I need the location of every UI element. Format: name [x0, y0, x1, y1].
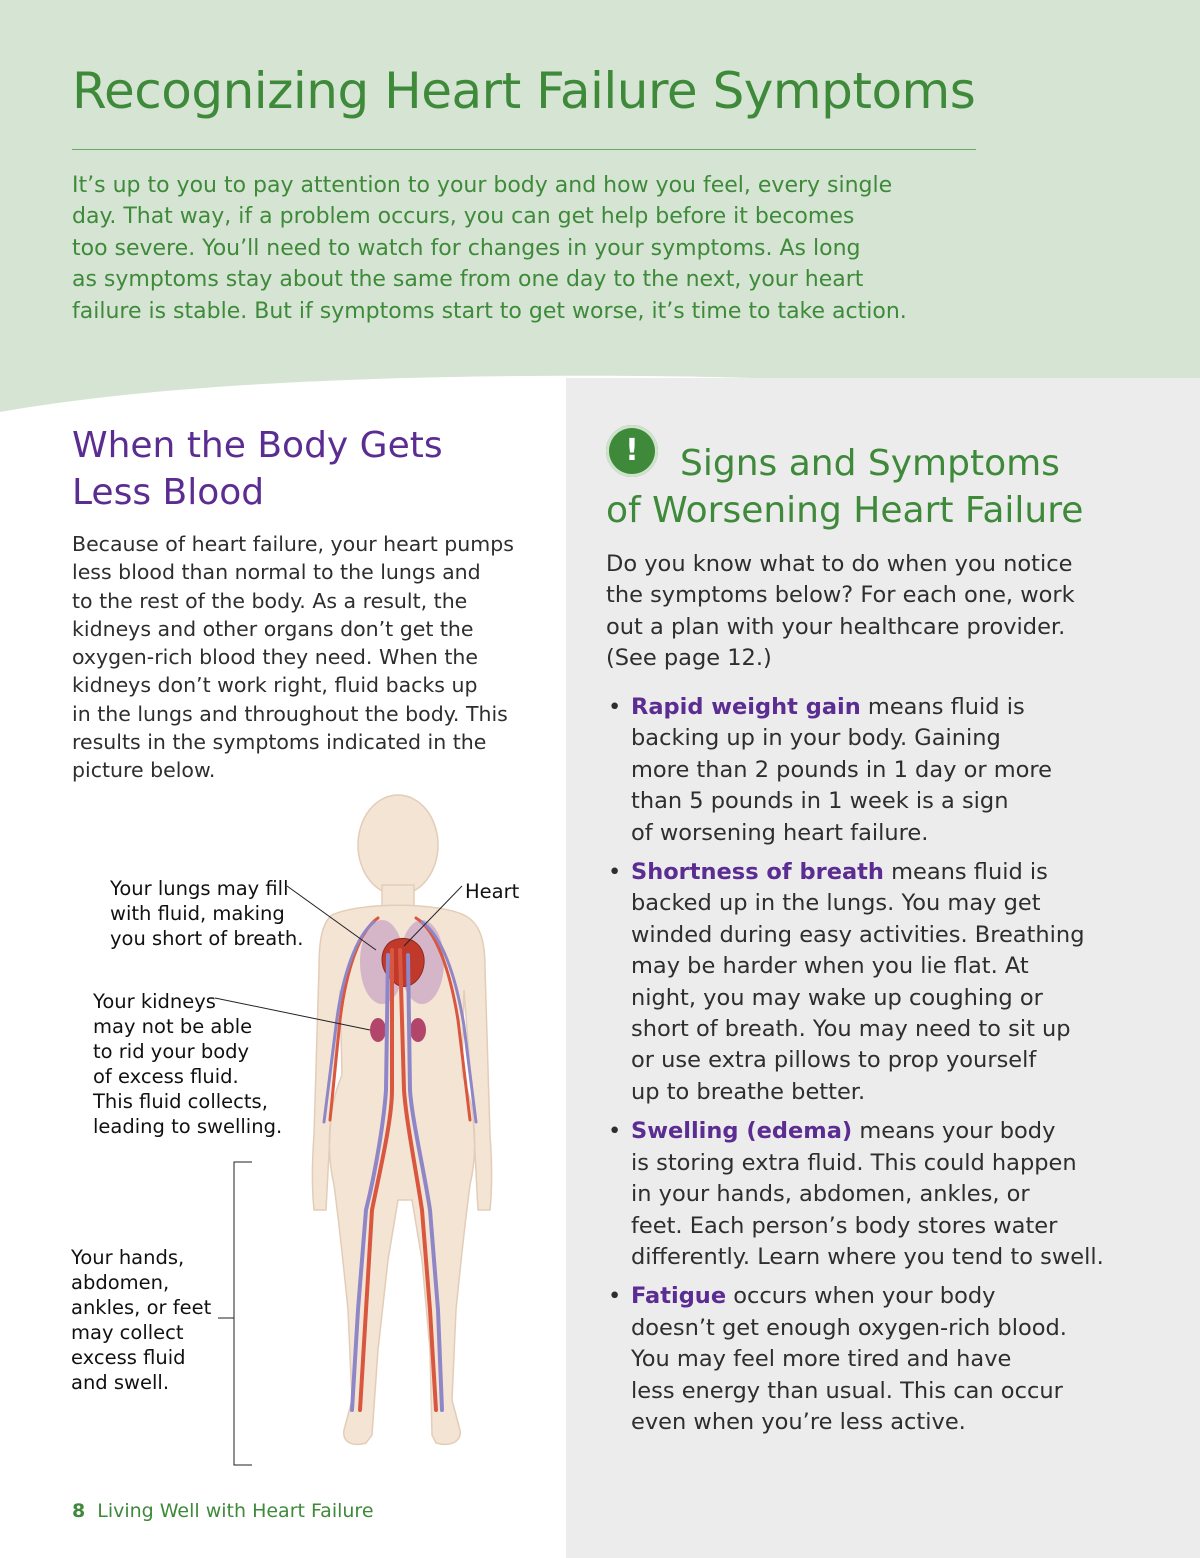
heading-line: When the Body Gets — [72, 425, 443, 466]
symptom-item-weight-gain — [606, 692, 1186, 849]
heading-line: of Worsening Heart Failure — [606, 490, 1084, 531]
callout-line: Your kidneys — [93, 990, 216, 1013]
symptoms-intro-paragraph — [606, 549, 1075, 675]
symptom-line: in your hands, abdomen, ankles, or — [631, 1181, 1030, 1208]
symptom-term: Rapid weight gain — [631, 694, 861, 720]
symptom-first-line — [631, 692, 1186, 723]
callout-line: may not be able — [93, 1015, 253, 1038]
intro-line: out a plan with your healthcare provider. — [606, 613, 1066, 640]
symptom-line: even when you’re less active. — [631, 1408, 966, 1435]
symptom-line: short of breath. You may need to sit up — [631, 1016, 1071, 1043]
body-line: picture below. — [72, 758, 216, 783]
callout-line: This fluid collects, — [93, 1090, 268, 1113]
symptom-line: night, you may wake up coughing or — [631, 984, 1043, 1011]
body-line: oxygen-rich blood they need. When the — [72, 645, 478, 670]
callout-line: Your hands, — [71, 1246, 185, 1269]
callout-line: you short of breath. — [110, 927, 304, 950]
lungs-callout — [110, 876, 303, 951]
callout-line: to rid your body — [93, 1040, 250, 1063]
symptom-text: occurs when your body — [726, 1283, 996, 1310]
heart-callout — [465, 879, 519, 904]
callout-line: may collect — [71, 1321, 184, 1344]
symptom-line: more than 2 pounds in 1 day or more — [631, 756, 1053, 783]
symptom-line: up to breathe better. — [631, 1078, 866, 1105]
intro-line: failure is stable. But if symptoms start to get worse, it’s time to take action. — [72, 298, 907, 324]
page-title: Recognizing Heart Failure Symptoms — [72, 62, 976, 120]
page-footer — [72, 1500, 374, 1522]
symptoms-list — [606, 692, 1186, 1446]
bullet: • — [608, 1118, 622, 1145]
symptom-line: may be harder when you lie flat. At — [631, 953, 1029, 980]
symptom-line: You may feel more tired and have — [631, 1346, 1012, 1373]
body-line: in the lungs and throughout the body. This — [72, 701, 508, 726]
symptom-line: differently. Learn where you tend to swell. — [631, 1243, 1104, 1270]
symptom-line: feet. Each person’s body stores water — [631, 1212, 1058, 1239]
symptom-text: means fluid is — [860, 694, 1025, 720]
body-line: results in the symptoms indicated in the — [72, 730, 487, 755]
callout-line: Your lungs may fill — [110, 877, 289, 900]
heading-line: Signs and Symptoms — [680, 443, 1060, 484]
symptom-text: means your body — [852, 1118, 1056, 1145]
symptom-line: doesn’t get enough oxygen-rich blood. — [631, 1314, 1067, 1341]
hands-callout — [71, 1245, 211, 1395]
publication-title: Living Well with Heart Failure — [97, 1500, 374, 1522]
symptom-line: less energy than usual. This can occur — [631, 1377, 1063, 1404]
callout-line: excess fluid — [71, 1346, 186, 1369]
intro-line: too severe. You’ll need to watch for changes in your symptoms. As long — [72, 235, 861, 261]
intro-line: day. That way, if a problem occurs, you can get help before it becomes — [72, 204, 855, 230]
callout-line: abdomen, — [71, 1271, 170, 1294]
symptom-line: winded during easy activities. Breathing — [631, 921, 1085, 948]
callout-line: and swell. — [71, 1371, 170, 1394]
callout-line: leading to swelling. — [93, 1115, 283, 1138]
exclamation-glyph: ! — [625, 433, 639, 468]
symptom-first-line — [631, 1281, 1186, 1312]
intro-line: It’s up to you to pay attention to your body and how you feel, every single — [72, 173, 893, 198]
symptom-item-swelling — [606, 1116, 1186, 1273]
symptom-text: means fluid is — [883, 859, 1048, 886]
symptom-line: of worsening heart failure. — [631, 819, 929, 846]
title-divider — [72, 149, 976, 150]
section-heading-less-blood — [72, 422, 443, 516]
symptom-first-line — [631, 857, 1186, 888]
section-heading-signs-symptoms — [606, 440, 1083, 534]
intro-line: (See page 12.) — [606, 645, 772, 672]
body-anatomy-figure — [60, 790, 550, 1490]
body-line: to the rest of the body. As a result, the — [72, 588, 468, 613]
intro-line: as symptoms stay about the same from one day to the next, your heart — [72, 267, 864, 293]
symptom-line: backing up in your body. Gaining — [631, 725, 1001, 752]
body-line: less blood than normal to the lungs and — [72, 560, 481, 585]
bullet: • — [608, 1283, 622, 1310]
bullet: • — [608, 694, 622, 720]
heading-line: Less Blood — [72, 472, 265, 513]
callout-line: ankles, or feet — [71, 1296, 212, 1319]
symptom-term: Swelling (edema) — [631, 1118, 853, 1145]
callout-line: with fluid, making — [110, 902, 285, 925]
symptom-line: is storing extra fluid. This could happen — [631, 1149, 1077, 1176]
intro-line: Do you know what to do when you notice — [606, 551, 1073, 577]
callout-line: Heart — [465, 880, 520, 903]
intro-paragraph — [72, 170, 972, 327]
symptom-line: or use extra pillows to prop yourself — [631, 1047, 1037, 1074]
less-blood-paragraph — [72, 530, 514, 785]
symptom-item-shortness-of-breath — [606, 857, 1186, 1108]
symptom-line: than 5 pounds in 1 week is a sign — [631, 788, 1009, 815]
page-number: 8 — [72, 1500, 86, 1522]
symptom-term: Shortness of breath — [631, 859, 884, 886]
intro-line: the symptoms below? For each one, work — [606, 582, 1075, 609]
bullet: • — [608, 859, 622, 886]
symptom-line: backed up in the lungs. You may get — [631, 890, 1041, 917]
body-line: kidneys and other organs don’t get the — [72, 616, 474, 641]
symptom-first-line — [631, 1116, 1186, 1147]
callout-line: of excess fluid. — [93, 1065, 239, 1088]
kidneys-callout — [93, 989, 282, 1139]
symptom-term: Fatigue — [631, 1283, 727, 1310]
symptom-item-fatigue — [606, 1281, 1186, 1438]
body-line: Because of heart failure, your heart pumps — [72, 532, 514, 556]
body-line: kidneys don’t work right, fluid backs up — [72, 673, 478, 698]
